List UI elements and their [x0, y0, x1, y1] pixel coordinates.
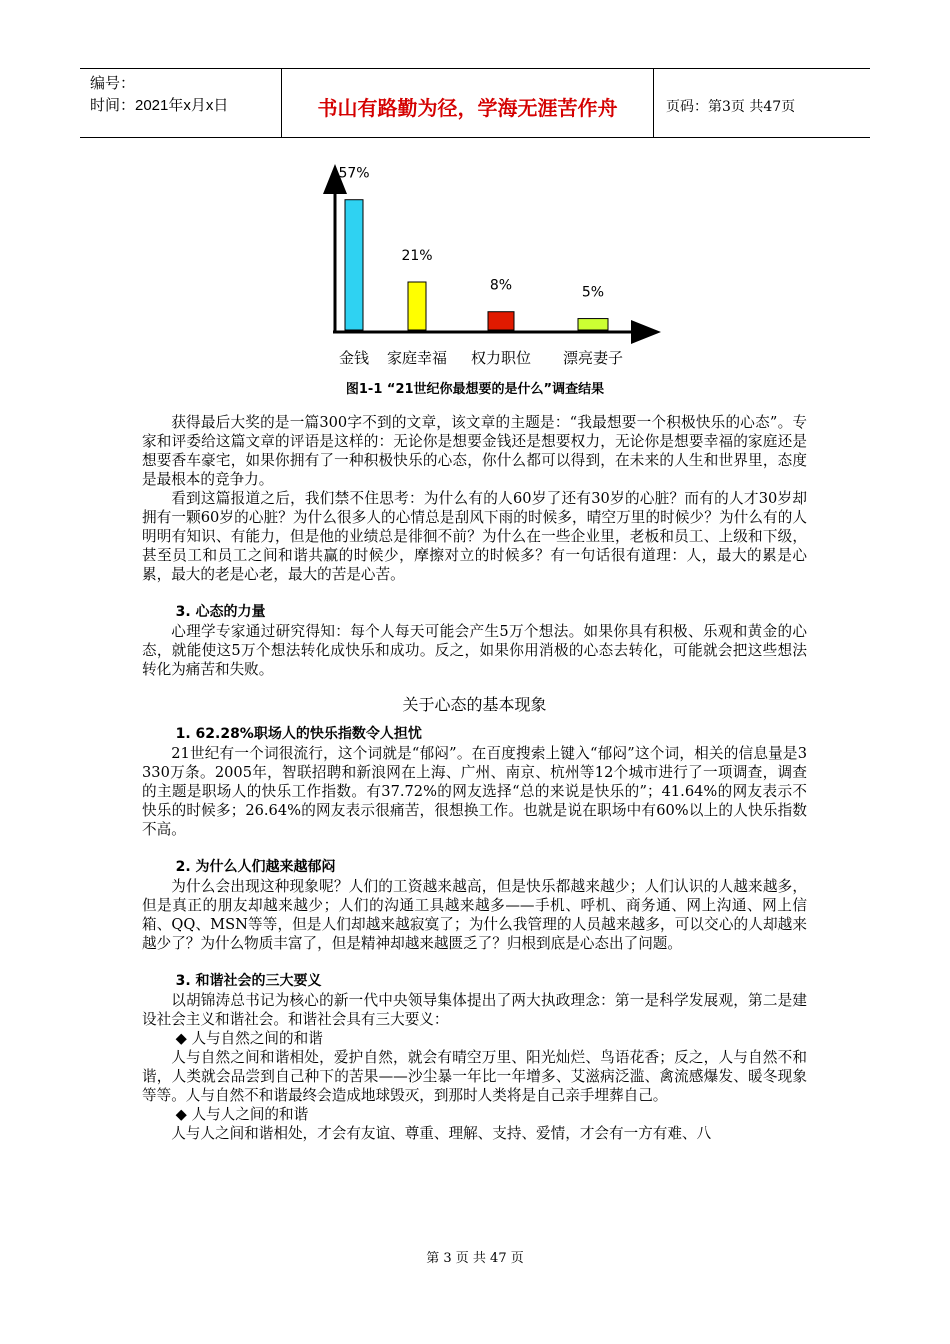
number-label: 编号： [90, 75, 136, 92]
category-label: 权力职位 [470, 349, 532, 367]
section-title: 关于心态的基本现象 [402, 695, 547, 714]
bar-value-label: 57% [338, 165, 370, 182]
page-header [80, 68, 870, 138]
paragraph: 心理学专家通过研究得知：每个人每天可能会产生5万个想法。如果你具有积极、乐观和黄金的心态，就能使这5万个想法转化成快乐和成功。反之，如果你用消极的心态去转化，可能就会把这些想法转化为痛苦和失败。 [142, 623, 807, 678]
chart-caption: 图1-1 “21世纪你最想要的是什么”调查结果 [345, 382, 605, 397]
subheading: 3. 和谐社会的三大要义 [175, 973, 322, 989]
subheading: 2. 为什么人们越来越郁闷 [175, 859, 336, 875]
paragraph: 21世纪有一个词很流行，这个词就是“郁闷”。在百度搜索上键入“郁闷”这个词，相关的信息量是3 330万条。2005年，智联招聘和新浪网在上海、广州、南京、杭州等12个城市进行了一项调查，调查的主题是职场人的快乐工作指数。有37.72%的网友选择“总的来说是快乐的”；41.64%的网友表示不快乐的时候多；26.64%的网友表示很痛苦，很想换工作。也就是说在职场中有60%以上的人快乐指数不高。 [142, 745, 807, 838]
bar-3 [488, 312, 514, 330]
paragraph: 获得最后大奖的是一篇300字不到的文章，该文章的主题是：“我最想要一个积极快乐的心态”。专家和评委给这篇文章的评语是这样的：无论你是想要金钱还是想要权力，无论你是想要幸福的家庭还是想要香车豪宅，如果你拥有了一种积极快乐的心态，你什么都可以得到，在未来的人生和世界里，态度是最根本的竞争力。 [142, 414, 807, 488]
bar-4 [578, 319, 608, 330]
bar-value-label: 5% [581, 284, 605, 301]
time-label: 时间：2021年x月x日 [90, 97, 229, 114]
paragraph: 看到这篇报道之后，我们禁不住思考：为什么有的人60岁了还有30岁的心脏？而有的人才30岁却拥有一颗60岁的心脏？为什么很多人的心情总是刮风下雨的时候多，晴空万里的时候少？为什么有的人明明有知识、有能力，但是他的业绩总是徘徊不前？为什么在一些企业里，老板和员工、上级和下级，甚至员工和员工之间和谐共赢的时候少，摩擦对立的时候多？有一句话很有道理：人，最大的累是心累，最大的老是心老，最大的苦是心苦。 [142, 490, 807, 583]
paragraph: 为什么会出现这种现象呢？人们的工资越来越高，但是快乐都越来越少；人们认识的人越来越多，但是真正的朋友却越来越少；人们的沟通工具越来越多——手机、呼机、商务通、网上沟通、网上信箱、QQ、MSN等等，但是人们却越来越寂寞了；为什么我管理的人员越来越多，可以交心的人却越来越少了？为什么物质丰富了，但是精神却越来越匮乏了？归根到底是心态出了问题。 [142, 878, 807, 952]
subheading: 3. 心态的力量 [175, 604, 266, 620]
bar-value-label: 8% [489, 277, 513, 294]
paragraph: 人与人之间和谐相处，才会有友谊、尊重、理解、支持、爱情，才会有一方有难、八 [171, 1125, 712, 1142]
bar-value-label: 21% [401, 248, 433, 264]
header-meta [80, 69, 282, 137]
page-footer: 第 3 页 共 47 页 [426, 1251, 524, 1266]
category-label: 漂亮妻子 [562, 349, 624, 367]
category-label: 金钱 [338, 349, 370, 367]
bar-2 [408, 282, 426, 330]
category-label: 家庭幸福 [386, 349, 448, 367]
bullet-item: ◆ 人与人之间的和谐 [175, 1106, 309, 1123]
paragraph: 以胡锦涛总书记为核心的新一代中央领导集体提出了两大执政理念：第一是科学发展观，第二是建设社会主义和谐社会。和谐社会具有三大要义： [142, 992, 807, 1028]
header-page-info: 页码：第3页 共47页 [666, 99, 796, 115]
document-body [142, 413, 807, 1143]
survey-bar-chart [320, 160, 670, 372]
bullet-item: ◆ 人与自然之间的和谐 [175, 1030, 323, 1047]
subheading: 1. 62.28%职场人的快乐指数令人担忧 [175, 726, 422, 742]
paragraph: 人与自然之间和谐相处，爱护自然，就会有晴空万里、阳光灿烂、鸟语花香；反之，人与自然不和谐，人类就会品尝到自己种下的苦果——沙尘暴一年比一年增多、艾滋病泛滥、禽流感爆发、暖冬现象等等。人与自然不和谐最终会造成地球毁灭，到那时人类将是自己亲手埋葬自己。 [142, 1049, 807, 1104]
header-motto: 书山有路勤为径，学海无涯苦作舟 [282, 69, 654, 137]
bar-1 [345, 200, 363, 330]
